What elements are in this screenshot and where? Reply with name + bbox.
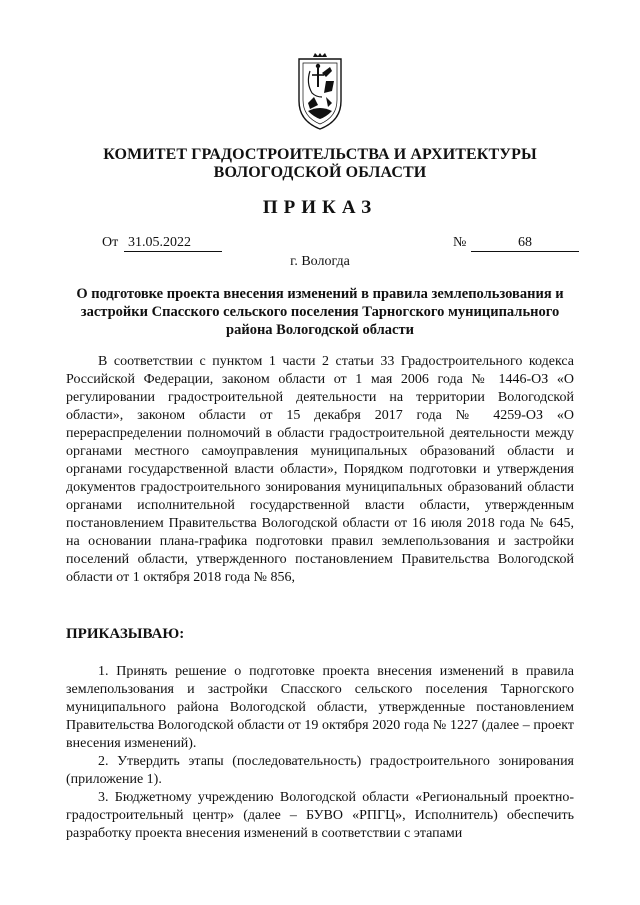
document-number: 68 — [471, 235, 579, 252]
number-label: № — [453, 235, 467, 250]
order-item-1: 1. Принять решение о подготовке проекта внесения изменений в правила землепользования и застройки Спасского сельского поселения Тарногского муниципального района Вологодской области, утвержденные постановлением Правительства Вологодской области от 19 октября 2020 года № 1227 (далее – проект внесения изменений). — [66, 664, 574, 751]
order-item-2: 2. Утвердить этапы (последовательность) градостроительного зонирования (приложение 1). — [66, 754, 574, 787]
organization-name-line1: КОМИТЕТ ГРАДОСТРОИТЕЛЬСТВА И АРХИТЕКТУРЫ — [103, 146, 537, 163]
date-label: От — [102, 235, 119, 250]
preamble-paragraph: В соответствии с пунктом 1 части 2 статьи 33 Градостроительного кодекса Российской Федерации, законом области от 1 мая 2006 года № 1446-ОЗ «О регулировании градостроительной деятельности на территории Вологодской области», законом области от 15 декабря 2017 года № 4259-ОЗ «О перераспределении полномочий в области градостроительной деятельности между органами местного самоуправления муниципальных образований области и органами государственной власти области», Порядком подготовки и утверждения документов градостроительного зонирования муниципальных образований области органами исполнительной государственной власти области, утвержденным постановлением Правительства Вологодской области от 16 июля 2018 года № 645, на основании плана-графика подготовки правил землепользования и застройки поселений области, утвержденного постановлением Правительства Вологодской области от 1 октября 2018 года № 856, — [66, 354, 574, 585]
organization-name-line2: ВОЛОГОДСКОЙ ОБЛАСТИ — [213, 164, 427, 181]
vologda-coat-of-arms-icon — [296, 53, 344, 131]
document-type-title: ПРИКАЗ — [262, 197, 378, 218]
order-item-3: 3. Бюджетному учреждению Вологодской области «Региональный проектно-градостроительный центр» (далее – БУВО «РПГЦ», Исполнитель) обеспечить разработку проекта внесения изменений в соответствии с этапами — [66, 790, 574, 841]
city: г. Вологда — [290, 254, 350, 269]
order-heading: ПРИКАЗЫВАЮ: — [66, 626, 185, 642]
document-subject: О подготовке проекта внесения изменений в правила землепользования и застройки Спасского сельского поселения Тарногского муниципального района Вологодской области — [76, 286, 564, 338]
document-date: 31.05.2022 — [124, 235, 222, 252]
